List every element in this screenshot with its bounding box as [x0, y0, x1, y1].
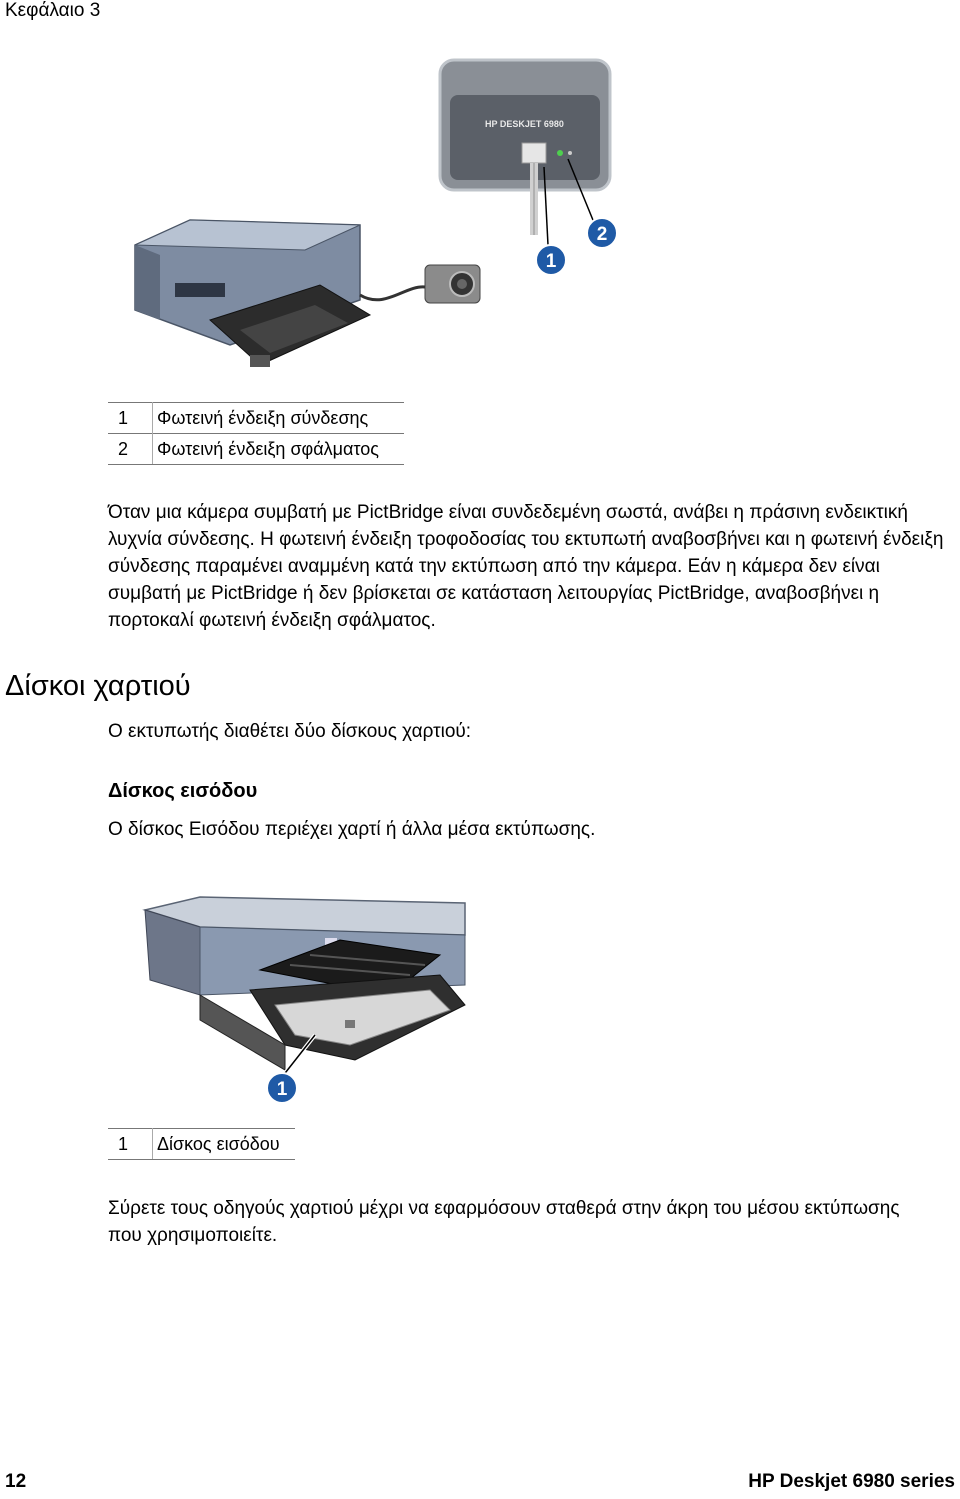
- subsection-title: Δίσκος εισόδου: [108, 780, 258, 802]
- section-intro: Ο εκτυπωτής διαθέτει δύο δίσκους χαρτιού:: [108, 721, 472, 742]
- legend-label: Φωτεινή ένδειξη σύνδεσης: [153, 403, 405, 434]
- product-name: HP Deskjet 6980 series: [748, 1471, 955, 1492]
- body-paragraph-pictbridge: Όταν μια κάμερα συμβατή με PictBridge είναι συνδεδεμένη σωστά, ανάβει η πράσινη ενδεικτική λυχνία σύνδεσης. Η φωτεινή ένδειξη τροφοδοσίας του εκτυπωτή αναβοσβήνει και η φωτεινή ένδειξη σύνδεσης παραμένει αναμμένη κατά την εκτύπωση από την κάμερα. Εάν η κάμερα δεν είναι συμβατή με PictBridge ή δεν βρίσκεται σε κατάσταση λειτουργίας PictBridge, αναβοσβήνει η πορτοκαλί φωτεινή ένδειξη σφάλματος.: [108, 502, 944, 631]
- section-title: Δίσκοι χαρτιού: [5, 670, 191, 702]
- legend-row: [108, 403, 404, 434]
- legend-table-1: [108, 402, 404, 465]
- subsection-text: Ο δίσκος Εισόδου περιέχει χαρτί ή άλλα μέσα εκτύπωσης.: [108, 819, 596, 840]
- legend-label: Δίσκος εισόδου: [153, 1129, 296, 1160]
- legend-label: Φωτεινή ένδειξη σφάλματος: [153, 434, 405, 465]
- legend-row: [108, 1129, 295, 1160]
- body-paragraph-paper-guides: Σύρετε τους οδηγούς χαρτιού μέχρι να εφαρμόσουν σταθερά στην άκρη του μέσου εκτύπωσης που χρησιμοποιείτε.: [108, 1198, 900, 1246]
- callout-1: 1: [276, 1079, 288, 1100]
- page-number: 12: [5, 1471, 27, 1492]
- chapter-header: Κεφάλαιο 3: [5, 0, 101, 21]
- inset-model-label: HP DESKJET 6980: [485, 119, 564, 129]
- input-tray-illustration: [140, 895, 480, 1110]
- legend-table-2: [108, 1128, 295, 1160]
- printer-camera-illustration: [120, 55, 640, 385]
- callout-2: 2: [596, 224, 608, 245]
- legend-row: [108, 434, 404, 465]
- callout-1: 1: [545, 251, 557, 272]
- legend-number: 1: [108, 403, 153, 434]
- legend-number: 2: [108, 434, 153, 465]
- legend-number: 1: [108, 1129, 153, 1160]
